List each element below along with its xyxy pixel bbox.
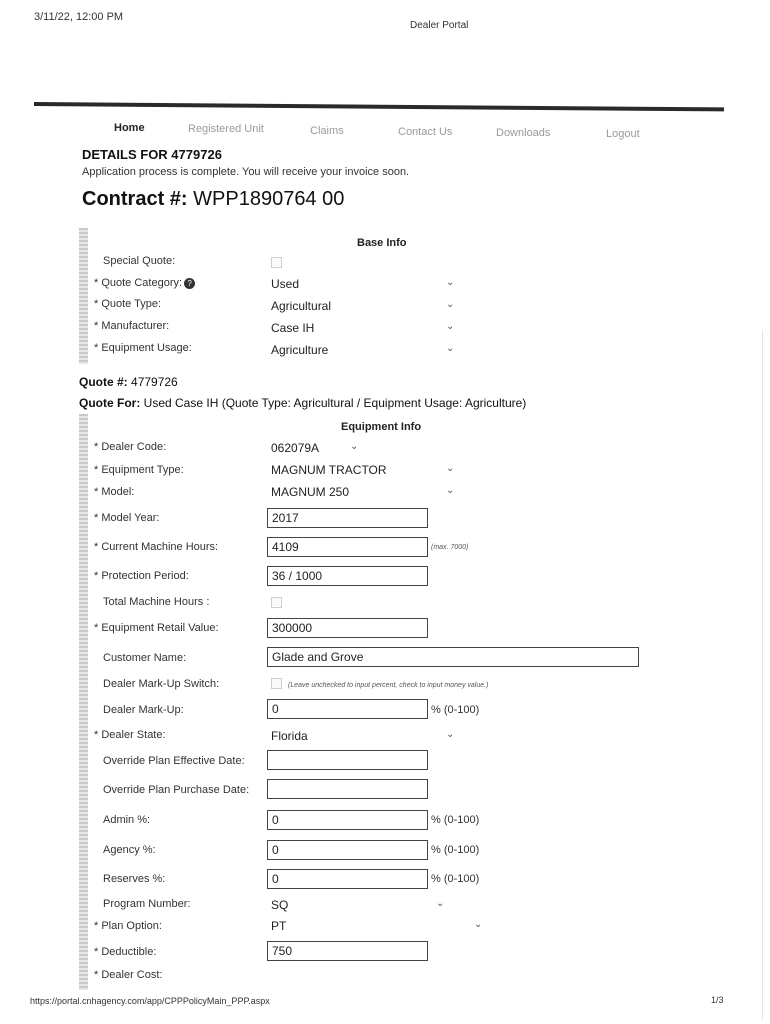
equipment-info-title: Equipment Info xyxy=(341,421,422,433)
customer-name-input[interactable] xyxy=(267,647,639,667)
total-hours-checkbox[interactable] xyxy=(271,597,282,608)
chevron-down-icon[interactable]: ⌄ xyxy=(446,463,455,474)
nav-home[interactable]: Home xyxy=(114,122,145,134)
override-effective-input[interactable] xyxy=(267,750,428,770)
completion-message: Application process is complete. You will receive your invoice soon. xyxy=(82,166,410,178)
machine-hours-input[interactable] xyxy=(267,537,428,557)
markup-unit: % (0-100) xyxy=(431,704,480,716)
quote-type-select[interactable]: Agricultural xyxy=(271,299,332,313)
special-quote-label: Special Quote: xyxy=(103,255,176,267)
equipment-usage-select[interactable]: Agriculture xyxy=(271,343,329,357)
contract-label: Contract #: xyxy=(82,188,188,210)
help-icon[interactable]: ? xyxy=(184,278,195,289)
admin-label: Admin %: xyxy=(103,814,151,826)
manufacturer-select[interactable]: Case IH xyxy=(271,321,315,335)
quote-number xyxy=(79,375,178,389)
manufacturer-label: * Manufacturer: xyxy=(94,320,170,332)
chevron-down-icon[interactable]: ⌄ xyxy=(446,299,455,310)
model-select[interactable]: MAGNUM 250 xyxy=(271,485,350,499)
dealer-state-label: * Dealer State: xyxy=(94,729,166,741)
quote-category-select[interactable]: Used xyxy=(271,277,300,291)
nav-contact-us[interactable]: Contact Us xyxy=(398,126,453,138)
agency-unit: % (0-100) xyxy=(431,844,480,856)
contract-value: WPP1890764 00 xyxy=(193,188,345,210)
print-page-title: Dealer Portal xyxy=(410,20,469,31)
section-side-bar xyxy=(79,414,88,990)
admin-input[interactable] xyxy=(267,810,428,830)
model-year-input[interactable] xyxy=(267,508,428,528)
chevron-down-icon[interactable]: ⌄ xyxy=(474,919,483,930)
deductible-input[interactable] xyxy=(267,941,428,961)
markup-label: Dealer Mark-Up: xyxy=(103,704,184,716)
agency-input[interactable] xyxy=(267,840,428,860)
markup-input[interactable] xyxy=(267,699,428,719)
machine-hours-hint: (max. 7000) xyxy=(431,544,469,551)
section-side-bar xyxy=(79,228,88,364)
reserves-label: Reserves %: xyxy=(103,873,166,885)
equipment-usage-label: * Equipment Usage: xyxy=(94,342,192,354)
agency-label: Agency %: xyxy=(103,844,156,856)
quote-number-label: Quote #: xyxy=(79,375,128,389)
chevron-down-icon[interactable]: ⌄ xyxy=(350,441,359,452)
protection-period-label: * Protection Period: xyxy=(94,570,189,582)
quote-category-label-text: * Quote Category: xyxy=(94,277,183,289)
chevron-down-icon[interactable]: ⌄ xyxy=(436,898,445,909)
quote-for-value: Used Case IH (Quote Type: Agricultural / Equipment Usage: Agriculture) xyxy=(143,396,527,410)
quote-category-label xyxy=(94,277,195,289)
chevron-down-icon[interactable]: ⌄ xyxy=(446,277,455,288)
quote-type-label: * Quote Type: xyxy=(94,298,162,310)
contract-number xyxy=(82,188,344,211)
model-year-label: * Model Year: xyxy=(94,512,160,524)
details-heading: DETAILS FOR 4779726 xyxy=(82,147,222,162)
quote-for-label: Quote For: xyxy=(79,396,141,410)
base-info-title: Base Info xyxy=(357,237,407,249)
print-footer-page: 1/3 xyxy=(711,995,724,1005)
program-number-label: Program Number: xyxy=(103,898,191,910)
dealer-cost-label: * Dealer Cost: xyxy=(94,969,163,981)
admin-unit: % (0-100) xyxy=(431,814,480,826)
reserves-unit: % (0-100) xyxy=(431,873,480,885)
markup-switch-hint: (Leave unchecked to input percent, check to input money value.) xyxy=(288,682,489,689)
equipment-type-select[interactable]: MAGNUM TRACTOR xyxy=(271,463,387,477)
equipment-type-label: * Equipment Type: xyxy=(94,464,184,476)
chevron-down-icon[interactable]: ⌄ xyxy=(446,321,455,332)
override-purchase-label: Override Plan Purchase Date: xyxy=(103,784,250,796)
total-hours-label: Total Machine Hours : xyxy=(103,596,210,608)
markup-switch-checkbox[interactable] xyxy=(271,678,282,689)
customer-name-label: Customer Name: xyxy=(103,652,187,664)
quote-number-value: 4779726 xyxy=(131,375,178,389)
nav-registered-unit[interactable]: Registered Unit xyxy=(188,123,264,135)
retail-value-label: * Equipment Retail Value: xyxy=(94,622,219,634)
dealer-state-select[interactable]: Florida xyxy=(271,729,308,743)
reserves-input[interactable] xyxy=(267,869,428,889)
print-datetime: 3/11/22, 12:00 PM xyxy=(34,11,124,23)
nav-claims[interactable]: Claims xyxy=(310,125,344,137)
override-effective-label: Override Plan Effective Date: xyxy=(103,755,245,767)
machine-hours-label: * Current Machine Hours: xyxy=(94,541,219,553)
protection-period-input[interactable] xyxy=(267,566,428,586)
chevron-down-icon[interactable]: ⌄ xyxy=(446,729,455,740)
plan-option-label: * Plan Option: xyxy=(94,920,162,932)
dealer-code-select[interactable]: 062079A xyxy=(271,441,320,455)
chevron-down-icon[interactable]: ⌄ xyxy=(446,343,455,354)
special-quote-checkbox[interactable] xyxy=(271,257,282,268)
markup-switch-label: Dealer Mark-Up Switch: xyxy=(103,678,220,690)
model-label: * Model: xyxy=(94,486,135,498)
header-divider xyxy=(34,102,724,111)
print-footer-url: https://portal.cnhagency.com/app/CPPPolicyMain_PPP.aspx xyxy=(30,996,270,1006)
deductible-label: * Deductible: xyxy=(94,946,157,958)
plan-option-select[interactable]: PT xyxy=(271,919,287,933)
override-purchase-input[interactable] xyxy=(267,779,428,799)
scan-edge-line xyxy=(762,330,763,1020)
nav-logout[interactable]: Logout xyxy=(606,128,640,140)
retail-value-input[interactable] xyxy=(267,618,428,638)
quote-for xyxy=(79,396,526,410)
program-number-select[interactable]: SQ xyxy=(271,898,289,912)
nav-downloads[interactable]: Downloads xyxy=(496,127,551,139)
dealer-code-label: * Dealer Code: xyxy=(94,441,167,453)
chevron-down-icon[interactable]: ⌄ xyxy=(446,485,455,496)
